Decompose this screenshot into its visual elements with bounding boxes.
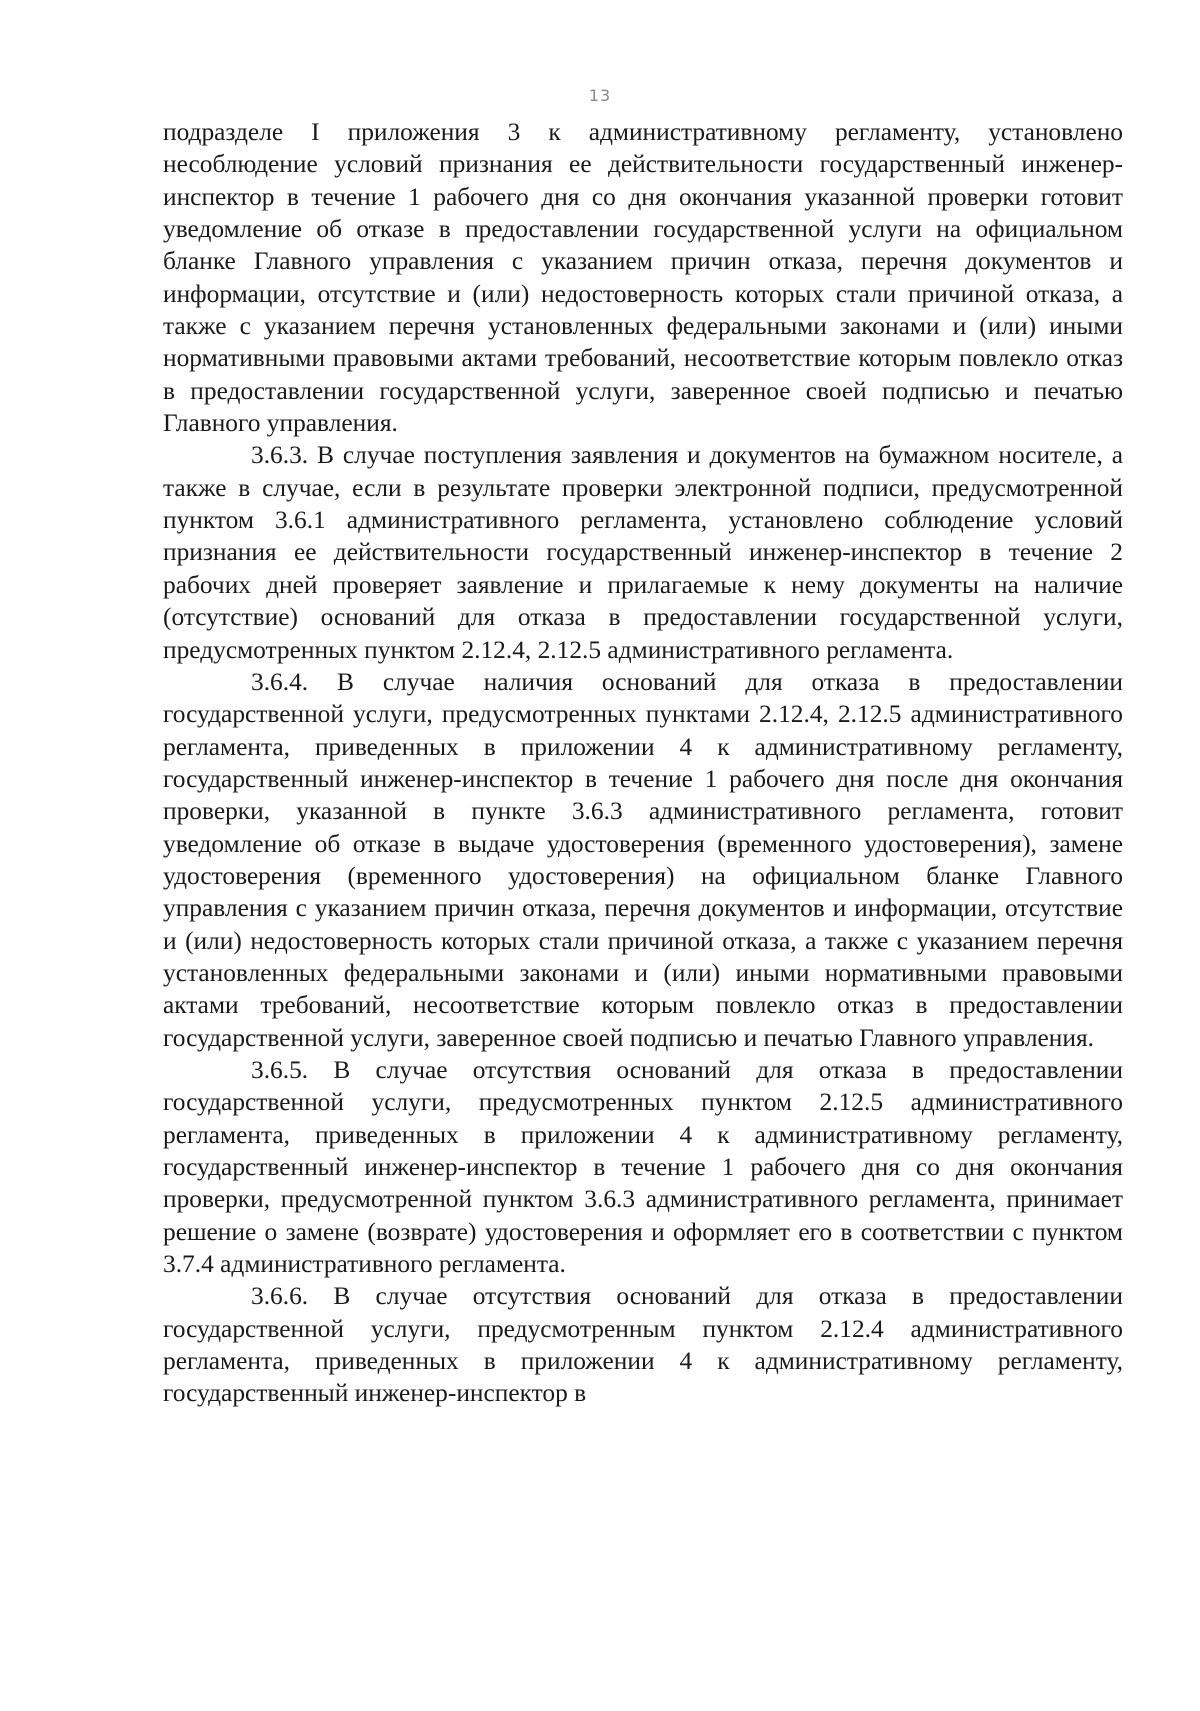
paragraph-3-6-3: 3.6.3. В случае поступления заявления и документов на бумажном носителе, а также в случае, если в результате проверки электронной подписи, предусмотренной пунктом 3.6.1 административного регламента, установлено соблюдение условий признания ее действительности государственный инженер-инспектор в течение 2 рабочих дней проверяет заявление и прилагаемые к нему документы на наличие (отсутствие) оснований для отказа в предоставлении государственной услуги, предусмотренных пунктом 2.12.4, 2.12.5 административного регламента. [163,441,1123,664]
paragraph-continuation: подразделе I приложения 3 к административному регламенту, установлено несоблюдение условий признания ее действительности государственный инженер-инспектор в течение 1 рабочего дня со дня окончания указанной проверки готовит уведомление об отказе в предоставлении государственной услуги на официальном бланке Главного управления с указанием причин отказа, перечня документов и информации, отсутствие и (или) недостоверность которых стали причиной отказа, а также с указанием перечня установленных федеральными законами и (или) иными нормативными правовыми актами требований, несоответствие которым повлекло отказ в предоставлении государственной услуги, заверенное своей подписью и печатью Главного управления. [163,118,1123,438]
paragraph-3-6-5: 3.6.5. В случае отсутствия оснований для отказа в предоставлении государственной услуги, предусмотренных пунктом 2.12.5 административного регламента, приведенных в приложении 4 к административному регламенту, государственный инженер-инспектор в течение 1 рабочего дня со дня окончания проверки, предусмотренной пунктом 3.6.3 административного регламента, принимает решение о замене (возврате) удостоверения и оформляет его в соответствии с пунктом 3.7.4 административного регламента. [163,1055,1123,1279]
paragraph-3-6-4: 3.6.4. В случае наличия оснований для отказа в предоставлении государственной услуги, предусмотренных пунктами 2.12.4, 2.12.5 административного регламента, приведенных в приложении 4 к административному регламенту, государственный инженер-инспектор в течение 1 рабочего дня после дня окончания проверки, указанной в пункте 3.6.3 административного регламента, готовит уведомление об отказе в выдаче удостоверения (временного удостоверения), замене удостоверения (временного удостоверения) на официальном бланке Главного управления с указанием причин отказа, перечня документов и информации, отсутствие и (или) недостоверность которых стали причиной отказа, а также с указанием перечня установленных федеральными законами и (или) иными нормативными правовыми актами требований, несоответствие которым повлекло отказ в предоставлении государственной услуги, заверенное своей подписью и печатью Главного управления. [163,667,1123,1052]
paragraph-3-6-6: 3.6.6. В случае отсутствия оснований для отказа в предоставлении государственной услуги, предусмотренным пунктом 2.12.4 административного регламента, приведенных в приложении 4 к административному регламенту, государственный инженер-инспектор в [163,1282,1123,1408]
document-body [163,116,1123,1410]
page-number: 13 [588,86,612,105]
